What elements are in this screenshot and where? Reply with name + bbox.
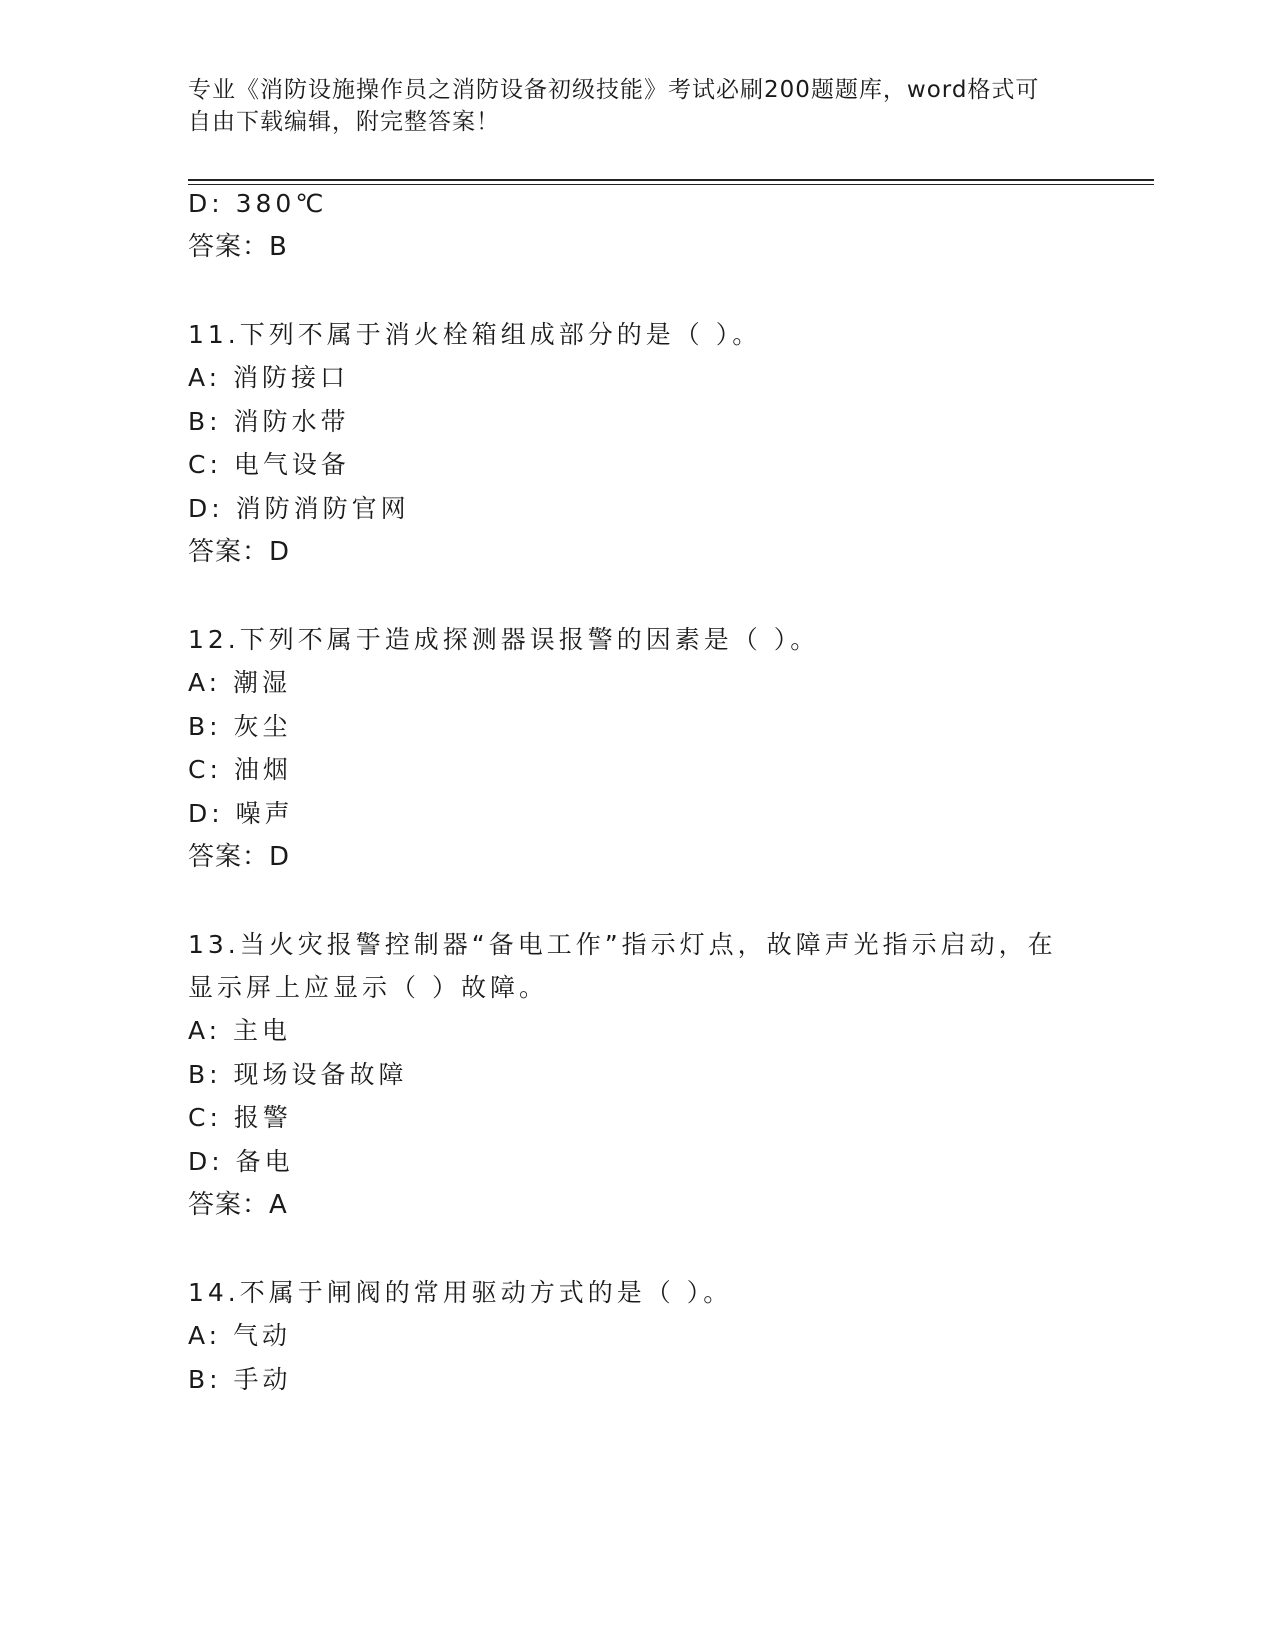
q11-question: 11.下列不属于消火栓箱组成部分的是（ ）。: [188, 320, 762, 349]
header-line-1: 专业《消防设施操作员之消防设备初级技能》考试必刷200题题库，word格式可: [188, 77, 1040, 103]
q13-answer: 答案：A: [188, 1190, 288, 1220]
q11-option-d: D: 消防消防官网: [188, 494, 410, 523]
q12-option-b: B: 灰尘: [188, 712, 292, 741]
q12-option-c: C: 油烟: [188, 755, 292, 784]
q14-option-a: A: 气动: [188, 1321, 292, 1350]
q13-option-b: B: 现场设备故障: [188, 1060, 408, 1089]
header-line-2: 自由下载编辑，附完整答案！: [188, 109, 500, 135]
prev-answer: 答案：B: [188, 232, 288, 262]
q11-answer: 答案：D: [188, 537, 291, 567]
q12-answer: 答案：D: [188, 842, 291, 872]
q13-option-a: A: 主电: [188, 1016, 292, 1045]
header-divider-thick: [188, 179, 1154, 181]
q13-option-c: C: 报警: [188, 1103, 292, 1132]
q13-option-d: D: 备电: [188, 1147, 294, 1176]
document-header: [188, 74, 1068, 138]
q11-option-b: B: 消防水带: [188, 407, 350, 436]
q12-option-d: D: 噪声: [188, 799, 294, 828]
header-divider-thin: [188, 184, 1154, 185]
prev-option-d: D: 380℃: [188, 189, 328, 218]
q12-option-a: A: 潮湿: [188, 668, 292, 697]
q14-option-b: B: 手动: [188, 1365, 292, 1394]
q11-option-a: A: 消防接口: [188, 363, 350, 392]
q14-question: 14.不属于闸阀的常用驱动方式的是（ ）。: [188, 1278, 733, 1307]
q13-question-line-2: 显示屏上应显示（ ）故障。: [188, 973, 548, 1002]
q12-question: 12.下列不属于造成探测器误报警的因素是（ ）。: [188, 625, 820, 654]
q13-question-line-1: 13.当火灾报警控制器“备电工作”指示灯点，故障声光指示启动，在: [188, 930, 1057, 959]
q11-option-c: C: 电气设备: [188, 450, 350, 479]
